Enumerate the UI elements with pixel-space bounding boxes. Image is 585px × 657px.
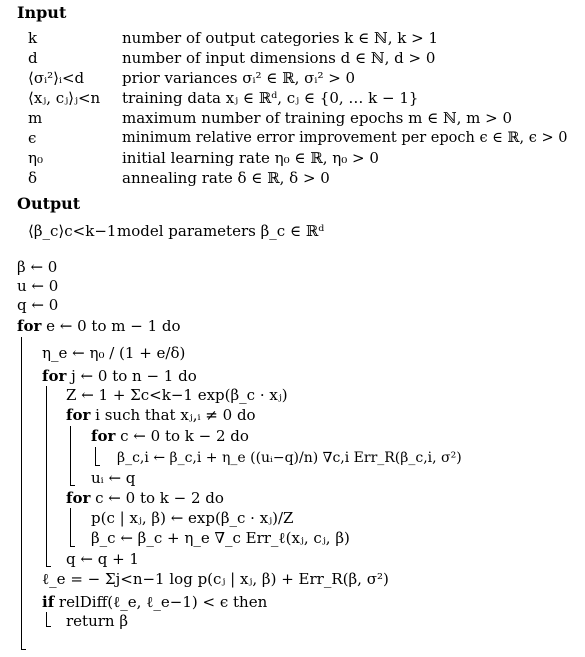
algo-line-q-increment: q ← q + 1 — [66, 550, 139, 568]
algo-line-loss: ℓ_e = − Σj<n−1 log p(cⱼ | xⱼ, β) + Err_R(β, σ²) — [42, 570, 389, 588]
block-rule-epoch-loop — [21, 337, 22, 649]
algo-line-if-converged — [42, 592, 267, 612]
algo-line-for-c-outer — [66, 488, 224, 508]
block-rule-c-outer-loop — [70, 508, 71, 546]
block-rule-if — [46, 612, 47, 626]
block-rule-if-end — [46, 626, 51, 627]
algo-line-for-j — [42, 366, 197, 386]
loop-header-text: c ← 0 to k − 2 do — [115, 427, 249, 445]
input-sym-delta: δ — [28, 169, 38, 187]
algo-line-for-epoch — [17, 316, 181, 336]
input-desc-training-data: training data xⱼ ∈ ℝᵈ, cⱼ ∈ {0, … k − 1} — [122, 89, 419, 107]
block-rule-c-outer-end — [70, 546, 75, 547]
algo-line-ui-assign: uᵢ ← q — [91, 469, 136, 487]
input-sym-m: m — [28, 109, 43, 127]
algo-line-for-c-inner — [91, 426, 249, 446]
algo-line-init-beta: β ← 0 — [17, 258, 58, 276]
keyword-for: for — [17, 317, 42, 335]
keyword-for: for — [91, 427, 116, 445]
block-rule-i-loop — [70, 426, 71, 485]
loop-header-text: c ← 0 to k − 2 do — [90, 489, 224, 507]
block-rule-c-inner-end — [95, 465, 100, 466]
input-desc-d: number of input dimensions d ∈ ℕ, d > 0 — [122, 49, 436, 67]
algo-line-init-u: u ← 0 — [17, 277, 59, 295]
input-sym-d: d — [28, 49, 38, 67]
loop-header-text: i such that xⱼ,ᵢ ≠ 0 do — [90, 406, 256, 424]
input-desc-k: number of output categories k ∈ ℕ, k > 1 — [122, 29, 438, 47]
input-desc-epsilon: minimum relative error improvement per epoch ϵ ∈ ℝ, ϵ > 0 — [122, 130, 568, 146]
output-heading: Output — [17, 194, 81, 213]
input-desc-delta: annealing rate δ ∈ ℝ, δ > 0 — [122, 169, 330, 187]
block-rule-epoch-end — [21, 649, 26, 650]
output-sym: ⟨β_c⟩c<k−1 — [28, 222, 117, 240]
loop-header-text: j ← 0 to n − 1 do — [66, 367, 197, 385]
input-heading: Input — [17, 3, 67, 22]
algo-line-return: return β — [66, 612, 129, 630]
input-sym-epsilon: ϵ — [28, 129, 37, 147]
keyword-if: if — [42, 593, 55, 611]
input-sym-training-data: ⟨xⱼ, cⱼ⟩ⱼ<n — [28, 89, 101, 107]
block-rule-j-loop — [46, 386, 47, 566]
input-sym-variances: ⟨σᵢ²⟩ᵢ<d — [28, 69, 85, 87]
keyword-for: for — [66, 406, 91, 424]
algo-line-init-q: q ← 0 — [17, 296, 59, 314]
algo-line-z: Z ← 1 + Σc<k−1 exp(β_c · xⱼ) — [66, 386, 288, 404]
algo-line-prob: p(c | xⱼ, β) ← exp(β_c · xⱼ)/Z — [91, 509, 294, 527]
algo-line-beta-c-update: β_c ← β_c + η_e ∇_c Err_ℓ(xⱼ, cⱼ, β) — [91, 529, 350, 547]
algo-line-beta-ci-update: β_c,i ← β_c,i + η_e ((uᵢ−q)/n) ∇c,i Err_R(β_c,i, σ²) — [117, 450, 462, 466]
keyword-for: for — [66, 489, 91, 507]
loop-header-text: e ← 0 to m − 1 do — [41, 317, 181, 335]
block-rule-j-end — [46, 566, 51, 567]
input-desc-variances: prior variances σᵢ² ∈ ℝ, σᵢ² > 0 — [122, 69, 356, 87]
input-sym-eta0: η₀ — [28, 149, 43, 167]
keyword-for: for — [42, 367, 67, 385]
block-rule-c-inner-loop — [95, 447, 96, 465]
input-desc-m: maximum number of training epochs m ∈ ℕ, m > 0 — [122, 109, 513, 127]
algo-line-eta-update: η_e ← η₀ / (1 + e/δ) — [42, 344, 186, 362]
input-sym-k: k — [28, 29, 38, 47]
output-desc: model parameters β_c ∈ ℝᵈ — [117, 222, 325, 240]
condition-text: relDiff(ℓ_e, ℓ_e−1) < ϵ then — [54, 593, 268, 611]
block-rule-i-end — [70, 485, 75, 486]
input-desc-eta0: initial learning rate η₀ ∈ ℝ, η₀ > 0 — [122, 149, 379, 167]
algo-line-for-i — [66, 405, 256, 425]
